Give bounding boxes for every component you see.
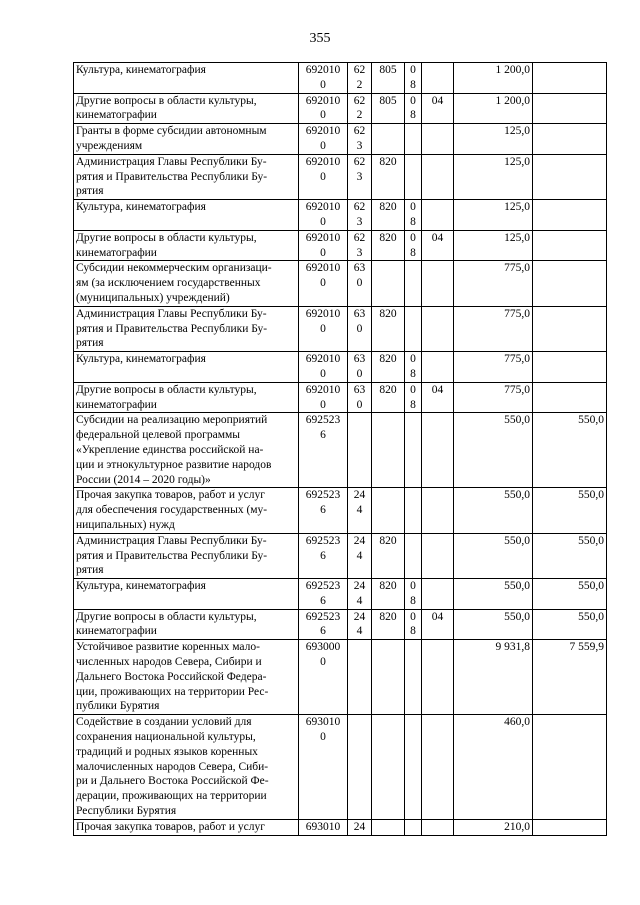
row-code-cell xyxy=(299,200,348,231)
row-amount-total-cell xyxy=(454,352,533,383)
row-code-cell xyxy=(299,261,348,306)
row-admin-code: 820 xyxy=(379,580,397,593)
table-row xyxy=(74,93,607,124)
row-amount-total-cell xyxy=(454,640,533,715)
row-name-cell xyxy=(74,306,299,351)
row-amount-total-cell xyxy=(454,230,533,261)
row-expense-type-cell xyxy=(348,609,372,640)
row-admin-code-cell xyxy=(372,640,405,715)
row-admin-code-cell xyxy=(372,382,405,413)
row-section: 0 8 xyxy=(410,353,416,380)
row-amount-total-cell xyxy=(454,533,533,578)
row-code-cell xyxy=(299,715,348,820)
row-section-cell xyxy=(405,640,422,715)
budget-table-body xyxy=(74,63,607,836)
row-amount-total: 125,0 xyxy=(504,125,530,138)
row-name-cell xyxy=(74,609,299,640)
row-code-cell xyxy=(299,306,348,351)
row-admin-code-cell xyxy=(372,819,405,835)
row-amount-total-cell xyxy=(454,63,533,94)
row-subsection-cell xyxy=(422,154,454,199)
row-expense-type: 62 3 xyxy=(353,201,366,228)
row-amount-federal-cell xyxy=(533,352,607,383)
row-subsection-cell xyxy=(422,413,454,488)
row-code: 692010 0 xyxy=(305,125,341,152)
row-expense-type-cell xyxy=(348,533,372,578)
row-code: 692010 0 xyxy=(305,262,341,290)
row-name: Субсидии некоммерческим организаци- ям (за исключением государственных (муниципальных) учреждений) xyxy=(76,262,272,304)
row-amount-federal: 550,0 xyxy=(578,534,604,547)
row-section-cell xyxy=(405,382,422,413)
row-name-cell xyxy=(74,93,299,124)
row-name: Прочая закупка товаров, работ и услуг для обеспечения государственных (му- ниципальных) нужд xyxy=(76,489,268,531)
row-section-cell xyxy=(405,352,422,383)
row-code: 692010 0 xyxy=(305,353,341,380)
row-code: 692523 6 xyxy=(305,610,341,638)
row-code: 693010 0 xyxy=(305,716,341,744)
row-code-cell xyxy=(299,93,348,124)
row-code: 692010 0 xyxy=(305,64,341,91)
row-amount-federal-cell xyxy=(533,261,607,306)
row-amount-total-cell xyxy=(454,579,533,610)
row-admin-code: 805 xyxy=(379,64,397,76)
row-expense-type-cell xyxy=(348,640,372,715)
row-subsection-cell xyxy=(422,200,454,231)
row-subsection: 04 xyxy=(431,610,444,623)
row-name-cell xyxy=(74,124,299,155)
row-amount-federal-cell xyxy=(533,382,607,413)
row-code-cell xyxy=(299,579,348,610)
row-amount-federal: 550,0 xyxy=(578,414,604,427)
table-row xyxy=(74,609,607,640)
row-code-cell xyxy=(299,609,348,640)
row-section: 0 8 xyxy=(410,94,416,122)
row-expense-type: 24 4 xyxy=(353,489,366,517)
row-amount-total: 550,0 xyxy=(504,580,530,593)
row-amount-total-cell xyxy=(454,609,533,640)
row-code: 692010 0 xyxy=(305,383,341,411)
row-expense-type-cell xyxy=(348,819,372,835)
row-name-cell xyxy=(74,63,299,94)
row-expense-type: 24 4 xyxy=(353,610,366,638)
row-name: Администрация Главы Республики Бу- рятия и Правительства Республики Бу- рятия xyxy=(76,307,268,350)
row-admin-code-cell xyxy=(372,124,405,155)
row-amount-total: 1 200,0 xyxy=(495,64,530,76)
row-expense-type: 63 0 xyxy=(353,262,366,290)
row-name: Другие вопросы в области культуры, кинематографии xyxy=(76,610,257,638)
row-name: Гранты в форме субсидии автономным учреждениям xyxy=(76,125,267,152)
row-admin-code-cell xyxy=(372,306,405,351)
row-subsection-cell xyxy=(422,261,454,306)
row-subsection-cell xyxy=(422,124,454,155)
row-admin-code-cell xyxy=(372,63,405,94)
row-amount-total-cell xyxy=(454,261,533,306)
row-admin-code-cell xyxy=(372,488,405,533)
row-name: Субсидии на реализацию мероприятий федеральной целевой программы «Укрепление единства российской на- ции и этнокультурное развитие народов России (2014 – 2020 годы)» xyxy=(76,414,272,486)
table-row xyxy=(74,533,607,578)
row-admin-code: 820 xyxy=(379,383,397,396)
table-row xyxy=(74,230,607,261)
row-admin-code-cell xyxy=(372,352,405,383)
row-code-cell xyxy=(299,382,348,413)
table-row xyxy=(74,715,607,820)
row-name: Администрация Главы Республики Бу- рятия и Правительства Республики Бу- рятия xyxy=(76,155,268,198)
row-amount-total: 9 931,8 xyxy=(495,641,530,654)
row-section: 0 8 xyxy=(410,201,416,228)
row-amount-total: 125,0 xyxy=(504,155,530,168)
row-amount-total: 460,0 xyxy=(504,716,530,729)
table-row xyxy=(74,640,607,715)
row-expense-type: 63 0 xyxy=(353,307,366,335)
row-name-cell xyxy=(74,579,299,610)
row-admin-code-cell xyxy=(372,413,405,488)
row-section-cell xyxy=(405,154,422,199)
row-name-cell xyxy=(74,154,299,199)
row-expense-type: 24 4 xyxy=(353,580,366,607)
row-code: 693010 xyxy=(305,820,341,833)
row-code-cell xyxy=(299,63,348,94)
row-expense-type: 63 0 xyxy=(353,383,366,411)
row-amount-federal-cell xyxy=(533,579,607,610)
row-expense-type-cell xyxy=(348,382,372,413)
row-section: 0 8 xyxy=(410,383,416,411)
row-amount-total: 125,0 xyxy=(504,231,530,244)
row-code-cell xyxy=(299,124,348,155)
table-row xyxy=(74,124,607,155)
table-row xyxy=(74,488,607,533)
table-row xyxy=(74,382,607,413)
row-amount-total: 775,0 xyxy=(504,353,530,366)
row-admin-code: 820 xyxy=(379,155,397,168)
row-amount-total-cell xyxy=(454,413,533,488)
table-row xyxy=(74,63,607,94)
row-subsection: 04 xyxy=(431,231,444,244)
row-expense-type: 62 2 xyxy=(353,64,366,91)
row-admin-code: 820 xyxy=(379,534,397,547)
row-amount-total: 550,0 xyxy=(504,489,530,502)
row-amount-total-cell xyxy=(454,200,533,231)
row-name-cell xyxy=(74,352,299,383)
row-name-cell xyxy=(74,200,299,231)
row-subsection-cell xyxy=(422,640,454,715)
row-name-cell xyxy=(74,261,299,306)
row-amount-federal-cell xyxy=(533,306,607,351)
row-admin-code: 820 xyxy=(379,610,397,623)
row-name-cell xyxy=(74,715,299,820)
row-amount-total-cell xyxy=(454,124,533,155)
row-code: 692010 0 xyxy=(305,94,341,122)
row-expense-type-cell xyxy=(348,352,372,383)
row-section-cell xyxy=(405,533,422,578)
row-expense-type: 62 3 xyxy=(353,155,366,183)
row-section-cell xyxy=(405,93,422,124)
row-amount-total-cell xyxy=(454,819,533,835)
row-code-cell xyxy=(299,533,348,578)
row-admin-code-cell xyxy=(372,579,405,610)
row-name: Другие вопросы в области культуры, кинематографии xyxy=(76,94,257,122)
row-subsection-cell xyxy=(422,382,454,413)
row-amount-federal-cell xyxy=(533,715,607,820)
row-amount-federal-cell xyxy=(533,609,607,640)
row-amount-federal: 550,0 xyxy=(578,489,604,502)
row-amount-total-cell xyxy=(454,488,533,533)
row-admin-code-cell xyxy=(372,154,405,199)
row-amount-total: 550,0 xyxy=(504,610,530,623)
row-code: 692523 6 xyxy=(305,414,341,442)
row-section-cell xyxy=(405,819,422,835)
row-expense-type-cell xyxy=(348,413,372,488)
row-subsection-cell xyxy=(422,715,454,820)
row-admin-code-cell xyxy=(372,93,405,124)
row-amount-federal: 550,0 xyxy=(578,580,604,593)
row-expense-type: 63 0 xyxy=(353,353,366,380)
row-section-cell xyxy=(405,124,422,155)
row-expense-type-cell xyxy=(348,200,372,231)
row-subsection-cell xyxy=(422,579,454,610)
table-row xyxy=(74,306,607,351)
row-admin-code-cell xyxy=(372,533,405,578)
row-admin-code: 805 xyxy=(379,94,397,107)
row-subsection-cell xyxy=(422,306,454,351)
row-amount-federal-cell xyxy=(533,124,607,155)
row-expense-type-cell xyxy=(348,230,372,261)
row-name: Другие вопросы в области культуры, кинематографии xyxy=(76,383,257,411)
row-code-cell xyxy=(299,819,348,835)
row-amount-federal-cell xyxy=(533,230,607,261)
row-amount-federal-cell xyxy=(533,819,607,835)
row-code: 692010 0 xyxy=(305,231,341,259)
row-code-cell xyxy=(299,230,348,261)
row-name: Другие вопросы в области культуры, кинематографии xyxy=(76,231,257,259)
row-section-cell xyxy=(405,200,422,231)
budget-table xyxy=(73,62,607,836)
row-expense-type-cell xyxy=(348,124,372,155)
row-code: 692010 0 xyxy=(305,155,341,183)
row-subsection-cell xyxy=(422,819,454,835)
row-expense-type: 62 3 xyxy=(353,231,366,259)
row-code: 692523 6 xyxy=(305,534,341,562)
row-section: 0 8 xyxy=(410,64,416,91)
table-row xyxy=(74,200,607,231)
row-admin-code: 820 xyxy=(379,201,397,214)
row-subsection-cell xyxy=(422,230,454,261)
row-amount-total: 775,0 xyxy=(504,307,530,320)
row-subsection-cell xyxy=(422,93,454,124)
row-name: Культура, кинематография xyxy=(76,353,206,366)
row-admin-code-cell xyxy=(372,715,405,820)
table-row xyxy=(74,352,607,383)
row-amount-total: 775,0 xyxy=(504,262,530,275)
row-admin-code-cell xyxy=(372,609,405,640)
row-code: 693000 0 xyxy=(305,641,341,669)
page-number: 355 xyxy=(309,31,331,46)
row-expense-type: 24 4 xyxy=(353,534,366,562)
row-code: 692010 0 xyxy=(305,307,341,335)
row-code-cell xyxy=(299,488,348,533)
row-name: Культура, кинематография xyxy=(76,580,206,593)
table-row xyxy=(74,154,607,199)
row-amount-total: 125,0 xyxy=(504,201,530,214)
row-section-cell xyxy=(405,715,422,820)
row-expense-type: 24 xyxy=(353,820,366,833)
row-expense-type-cell xyxy=(348,715,372,820)
row-admin-code: 820 xyxy=(379,307,397,320)
row-amount-federal-cell xyxy=(533,63,607,94)
row-name-cell xyxy=(74,819,299,835)
row-section-cell xyxy=(405,230,422,261)
row-name-cell xyxy=(74,533,299,578)
row-amount-total: 1 200,0 xyxy=(495,94,530,107)
row-amount-total: 550,0 xyxy=(504,534,530,547)
row-name: Культура, кинематография xyxy=(76,201,206,214)
row-code-cell xyxy=(299,154,348,199)
table-row xyxy=(74,579,607,610)
row-subsection: 04 xyxy=(431,383,444,396)
row-admin-code: 820 xyxy=(379,353,397,366)
row-name: Устойчивое развитие коренных мало- численных народов Севера, Сибири и Дальнего Востока Российской Федера- ции, проживающих на территории Рес- публики Бурятия xyxy=(76,641,269,713)
table-row xyxy=(74,413,607,488)
row-subsection-cell xyxy=(422,533,454,578)
row-expense-type-cell xyxy=(348,261,372,306)
row-expense-type-cell xyxy=(348,63,372,94)
row-subsection: 04 xyxy=(431,94,444,107)
row-name: Культура, кинематография xyxy=(76,64,206,76)
row-amount-total: 550,0 xyxy=(504,414,530,427)
row-code-cell xyxy=(299,413,348,488)
row-section: 0 8 xyxy=(410,610,416,638)
row-name-cell xyxy=(74,488,299,533)
row-expense-type-cell xyxy=(348,154,372,199)
row-section-cell xyxy=(405,63,422,94)
row-section-cell xyxy=(405,579,422,610)
row-expense-type: 62 3 xyxy=(353,125,366,152)
row-code: 692523 6 xyxy=(305,580,341,607)
row-section-cell xyxy=(405,488,422,533)
row-section: 0 8 xyxy=(410,580,416,607)
row-name-cell xyxy=(74,413,299,488)
row-expense-type-cell xyxy=(348,579,372,610)
row-amount-federal: 7 559,9 xyxy=(569,641,604,654)
row-amount-total-cell xyxy=(454,154,533,199)
row-code-cell xyxy=(299,640,348,715)
row-amount-federal-cell xyxy=(533,640,607,715)
row-code: 692523 6 xyxy=(305,489,341,517)
row-section: 0 8 xyxy=(410,231,416,259)
row-amount-total: 775,0 xyxy=(504,383,530,396)
row-name-cell xyxy=(74,230,299,261)
row-amount-total-cell xyxy=(454,382,533,413)
table-row xyxy=(74,261,607,306)
row-section-cell xyxy=(405,609,422,640)
row-admin-code: 820 xyxy=(379,231,397,244)
row-name-cell xyxy=(74,382,299,413)
row-name: Содействие в создании условий для сохранения национальной культуры, традиций и родных языков коренных малочисленных народов Севера, Сиби- ри и Дальнего Востока Российской Фе- дерации, проживающих на территории Республики Бурятия xyxy=(76,716,269,818)
row-section-cell xyxy=(405,413,422,488)
row-name: Администрация Главы Республики Бу- рятия и Правительства Республики Бу- рятия xyxy=(76,534,268,577)
row-code: 692010 0 xyxy=(305,201,341,228)
row-admin-code-cell xyxy=(372,200,405,231)
row-amount-total: 210,0 xyxy=(504,820,530,833)
row-name-cell xyxy=(74,640,299,715)
row-expense-type: 62 2 xyxy=(353,94,366,122)
row-expense-type-cell xyxy=(348,93,372,124)
row-subsection-cell xyxy=(422,63,454,94)
row-section-cell xyxy=(405,306,422,351)
row-admin-code-cell xyxy=(372,261,405,306)
row-subsection-cell xyxy=(422,488,454,533)
row-amount-federal-cell xyxy=(533,533,607,578)
row-section-cell xyxy=(405,261,422,306)
row-expense-type-cell xyxy=(348,306,372,351)
row-name: Прочая закупка товаров, работ и услуг xyxy=(76,820,265,833)
row-amount-federal-cell xyxy=(533,154,607,199)
row-expense-type-cell xyxy=(348,488,372,533)
row-amount-total-cell xyxy=(454,715,533,820)
row-amount-federal-cell xyxy=(533,413,607,488)
row-subsection-cell xyxy=(422,609,454,640)
row-admin-code-cell xyxy=(372,230,405,261)
row-amount-federal: 550,0 xyxy=(578,610,604,623)
row-subsection-cell xyxy=(422,352,454,383)
table-row xyxy=(74,819,607,835)
row-amount-total-cell xyxy=(454,93,533,124)
row-amount-total-cell xyxy=(454,306,533,351)
row-amount-federal-cell xyxy=(533,93,607,124)
row-amount-federal-cell xyxy=(533,488,607,533)
row-code-cell xyxy=(299,352,348,383)
row-amount-federal-cell xyxy=(533,200,607,231)
